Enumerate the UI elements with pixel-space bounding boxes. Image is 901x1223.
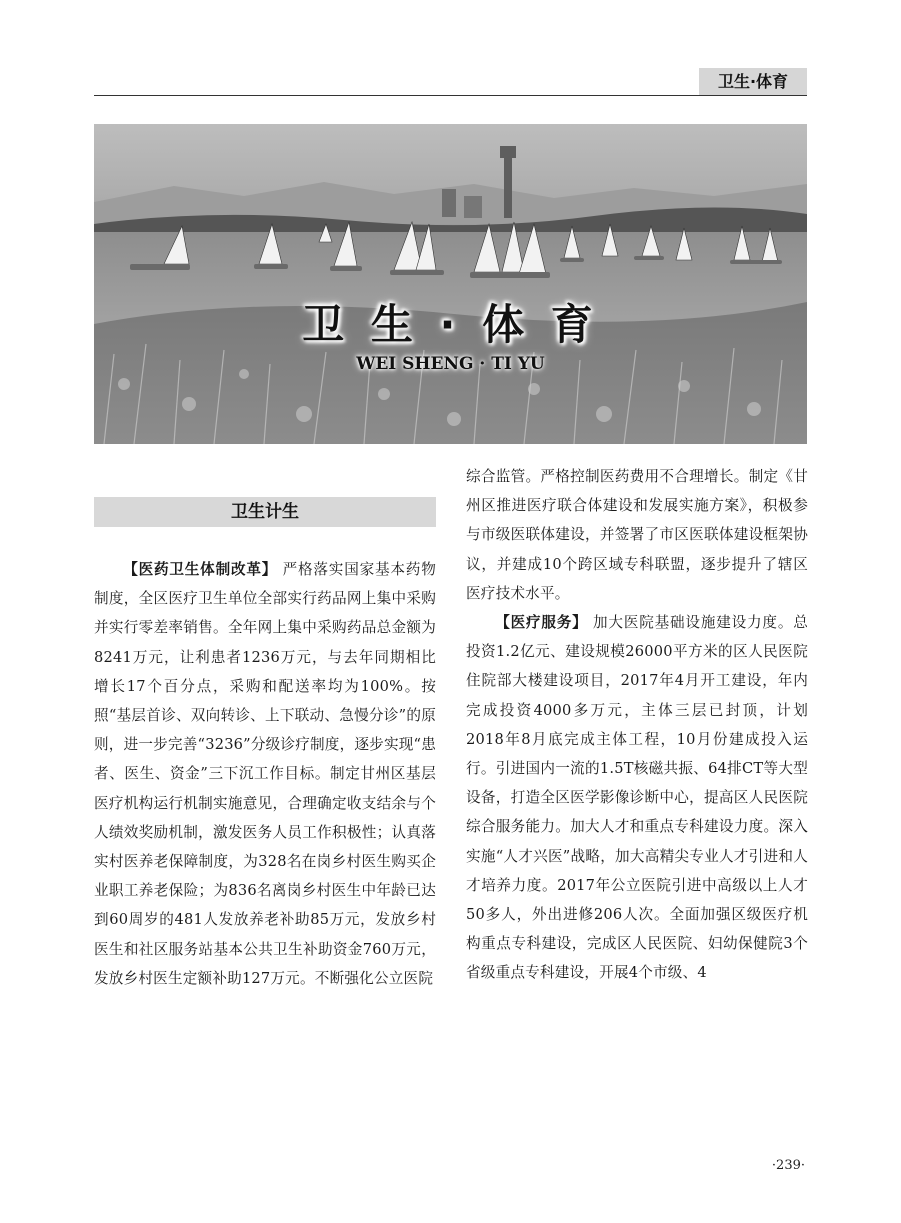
paragraph-text: 严格落实国家基本药物制度，全区医疗卫生单位全部实行药品网上集中采购并实行零差率销售。全年网上集中采购药品总金额为8241万元，让利患者1236万元，与去年同期相比增长17个百分点，采购和配送率均为100%。按照“基层首诊、双向转诊、上下联动、急慢分诊”的原则，进一步完善“3236”分级诊疗制度，逐步实现“患者、医生、资金”三下沉工作目标。制定甘州区基层医疗机构运行机制实施意见，合理确定收支结余与个人绩效奖励机制，激发医务人员工作积极性；认真落实村医养老保障制度，为328名在岗乡村医生购买企业职工养老保险；为836名离岗乡村医生中年龄已达到60周岁的481人发放养老补助85万元，发放乡村医生和社区服务站基本公共卫生补助资金760万元，发放乡村医生定额补助127万元。不断强化公立医院 [94, 561, 437, 987]
section-heading: 卫生计生 [94, 497, 436, 527]
right-column [466, 462, 808, 988]
left-column [94, 462, 436, 993]
lake-regatta-photo [94, 124, 807, 444]
hero-banner [94, 124, 807, 444]
page-number: ·239· [771, 1158, 805, 1173]
hero-subtitle: WEI SHENG · TI YU [356, 354, 545, 374]
paragraph-lead: 【医疗服务】 [495, 614, 588, 632]
header-rule [94, 95, 807, 96]
running-header-section-tab: 卫生·体育 [699, 68, 807, 95]
paragraph-text: 加大医院基础设施建设力度。总投资1.2亿元、建设规模26000平方米的区人民医院住院部大楼建设项目，2017年4月开工建设，年内完成投资4000多万元，主体三层已封顶，计划2018年8月底完成主体工程，10月份建成投入运行。引进国内一流的1.5T核磁共振、64排CT等大型设备，打造全区医学影像诊断中心，提高区人民医院综合服务能力。加大人才和重点专科建设力度。深入实施“人才兴医”战略，加大高精尖专业人才引进和人才培养力度。2017年公立医院引进中高级以上人才50多人，外出进修206人次。全面加强区级医疗机构重点专科建设，完成区人民医院、妇幼保健院3个省级重点专科建设，开展4个市级、4 [466, 614, 809, 982]
paragraph-medical-reform-continued: 综合监管。严格控制医药费用不合理增长。制定《甘州区推进医疗联合体建设和发展实施方案》，积极参与市级医联体建设，并签署了市区医联体建设框架协议，并建成10个跨区域专科联盟，逐步提升了辖区医疗技术水平。 [466, 468, 808, 602]
paragraph-lead: 【医药卫生体制改革】 [123, 561, 278, 578]
paragraph-medical-services [466, 608, 808, 988]
hero-title: 卫 生 · 体 育 [302, 300, 599, 349]
paragraph-medical-reform [94, 555, 436, 993]
